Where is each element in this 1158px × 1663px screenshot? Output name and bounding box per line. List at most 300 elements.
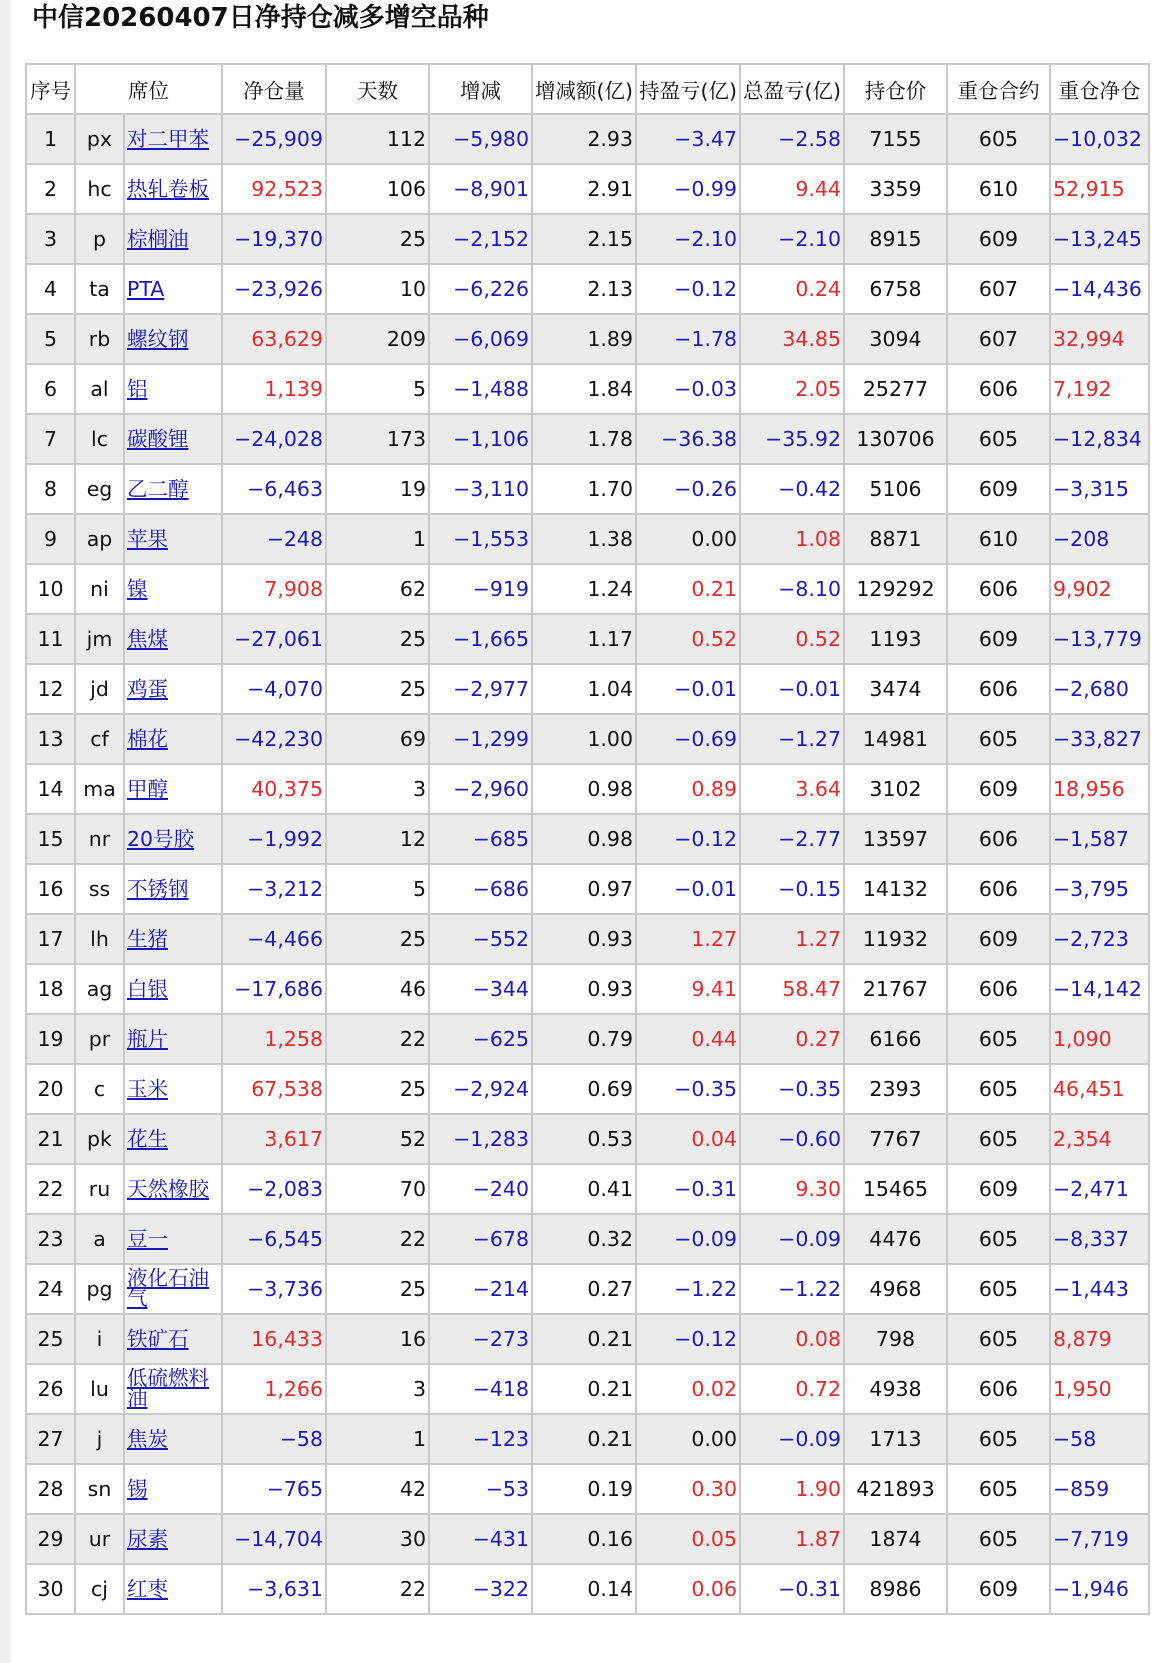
main-net-cell: 1,950 bbox=[1050, 1364, 1149, 1414]
variety-link[interactable]: 焦炭 bbox=[127, 1427, 168, 1451]
table-row bbox=[26, 614, 1149, 664]
main-net-cell: −1,443 bbox=[1050, 1264, 1149, 1314]
hold-pl-cell: −0.03 bbox=[636, 364, 740, 414]
hold-pl-cell: 0.00 bbox=[636, 1414, 740, 1464]
price-cell: 21767 bbox=[844, 964, 947, 1014]
change-cell: −919 bbox=[429, 564, 532, 614]
variety-name-cell bbox=[124, 364, 222, 414]
table-row bbox=[26, 1514, 1149, 1564]
main-net-cell: 1,090 bbox=[1050, 1014, 1149, 1064]
main-net-cell: −14,142 bbox=[1050, 964, 1149, 1014]
net-position-cell: 1,266 bbox=[222, 1364, 326, 1414]
row-number-cell: 19 bbox=[26, 1014, 75, 1064]
row-number-cell: 27 bbox=[26, 1414, 75, 1464]
table-row bbox=[26, 1264, 1149, 1314]
price-cell: 3474 bbox=[844, 664, 947, 714]
row-number-cell: 26 bbox=[26, 1364, 75, 1414]
header-no: 序号 bbox=[26, 64, 75, 114]
row-number-cell: 14 bbox=[26, 764, 75, 814]
total-pl-cell: 9.30 bbox=[740, 1164, 844, 1214]
main-net-cell: −12,834 bbox=[1050, 414, 1149, 464]
row-number-cell: 18 bbox=[26, 964, 75, 1014]
days-cell: 1 bbox=[326, 514, 429, 564]
days-cell: 5 bbox=[326, 864, 429, 914]
change-cell: −273 bbox=[429, 1314, 532, 1364]
price-cell: 7767 bbox=[844, 1114, 947, 1164]
table-row bbox=[26, 764, 1149, 814]
variety-name-cell bbox=[124, 1214, 222, 1264]
change-amount-cell: 1.24 bbox=[532, 564, 636, 614]
main-net-cell: −1,587 bbox=[1050, 814, 1149, 864]
hold-pl-cell: −0.99 bbox=[636, 164, 740, 214]
table-row bbox=[26, 1564, 1149, 1614]
variety-link[interactable]: 乙二醇 bbox=[127, 477, 189, 501]
net-position-cell: −24,028 bbox=[222, 414, 326, 464]
variety-name-cell bbox=[124, 714, 222, 764]
days-cell: 69 bbox=[326, 714, 429, 764]
total-pl-cell: −0.35 bbox=[740, 1064, 844, 1114]
net-position-cell: −27,061 bbox=[222, 614, 326, 664]
change-amount-cell: 0.79 bbox=[532, 1014, 636, 1064]
price-cell: 1193 bbox=[844, 614, 947, 664]
hold-pl-cell: 0.06 bbox=[636, 1564, 740, 1614]
main-net-cell: 18,956 bbox=[1050, 764, 1149, 814]
main-net-cell: −1,946 bbox=[1050, 1564, 1149, 1614]
positions-table bbox=[25, 63, 1150, 1615]
hold-pl-cell: −0.01 bbox=[636, 864, 740, 914]
code-cell: pk bbox=[75, 1114, 124, 1164]
variety-link[interactable]: 玉米 bbox=[127, 1077, 168, 1101]
variety-name-cell bbox=[124, 1264, 222, 1314]
code-cell: ur bbox=[75, 1514, 124, 1564]
code-cell: ag bbox=[75, 964, 124, 1014]
variety-link[interactable]: 豆一 bbox=[127, 1227, 168, 1251]
row-number-cell: 5 bbox=[26, 314, 75, 364]
total-pl-cell: −1.27 bbox=[740, 714, 844, 764]
variety-name-cell bbox=[124, 864, 222, 914]
row-number-cell: 15 bbox=[26, 814, 75, 864]
change-cell: −2,924 bbox=[429, 1064, 532, 1114]
table-row bbox=[26, 414, 1149, 464]
hold-pl-cell: 0.21 bbox=[636, 564, 740, 614]
row-number-cell: 29 bbox=[26, 1514, 75, 1564]
main-contract-cell: 605 bbox=[947, 114, 1050, 164]
row-number-cell: 13 bbox=[26, 714, 75, 764]
variety-name-cell bbox=[124, 764, 222, 814]
code-cell: hc bbox=[75, 164, 124, 214]
table-row bbox=[26, 964, 1149, 1014]
main-net-cell: −14,436 bbox=[1050, 264, 1149, 314]
total-pl-cell: −2.10 bbox=[740, 214, 844, 264]
main-net-cell: −13,245 bbox=[1050, 214, 1149, 264]
net-position-cell: 16,433 bbox=[222, 1314, 326, 1364]
price-cell: 4938 bbox=[844, 1364, 947, 1414]
table-row bbox=[26, 914, 1149, 964]
variety-link[interactable]: 低硫燃料油 bbox=[127, 1366, 209, 1410]
hold-pl-cell: −0.12 bbox=[636, 1314, 740, 1364]
hold-pl-cell: −3.47 bbox=[636, 114, 740, 164]
header-total-pl: 总盈亏(亿) bbox=[740, 64, 844, 114]
main-contract-cell: 605 bbox=[947, 1464, 1050, 1514]
hold-pl-cell: 0.89 bbox=[636, 764, 740, 814]
variety-name-cell bbox=[124, 1314, 222, 1364]
table-row bbox=[26, 1414, 1149, 1464]
net-position-cell: 3,617 bbox=[222, 1114, 326, 1164]
table-row bbox=[26, 164, 1149, 214]
main-contract-cell: 605 bbox=[947, 1264, 1050, 1314]
total-pl-cell: 0.52 bbox=[740, 614, 844, 664]
main-contract-cell: 605 bbox=[947, 1114, 1050, 1164]
main-net-cell: 8,879 bbox=[1050, 1314, 1149, 1364]
change-amount-cell: 2.15 bbox=[532, 214, 636, 264]
price-cell: 6166 bbox=[844, 1014, 947, 1064]
variety-link[interactable]: 鸡蛋 bbox=[127, 677, 168, 701]
price-cell: 8871 bbox=[844, 514, 947, 564]
total-pl-cell: −0.42 bbox=[740, 464, 844, 514]
variety-link[interactable]: 20号胶 bbox=[127, 827, 195, 851]
code-cell: cj bbox=[75, 1564, 124, 1614]
positions-table-wrapper bbox=[25, 63, 1150, 1615]
days-cell: 62 bbox=[326, 564, 429, 614]
row-number-cell: 4 bbox=[26, 264, 75, 314]
hold-pl-cell: 0.44 bbox=[636, 1014, 740, 1064]
total-pl-cell: −0.09 bbox=[740, 1414, 844, 1464]
hold-pl-cell: −2.10 bbox=[636, 214, 740, 264]
hold-pl-cell: −0.01 bbox=[636, 664, 740, 714]
change-cell: −123 bbox=[429, 1414, 532, 1464]
price-cell: 6758 bbox=[844, 264, 947, 314]
net-position-cell: −58 bbox=[222, 1414, 326, 1464]
variety-name-cell bbox=[124, 114, 222, 164]
row-number-cell: 9 bbox=[26, 514, 75, 564]
variety-name-cell bbox=[124, 264, 222, 314]
main-net-cell: −2,471 bbox=[1050, 1164, 1149, 1214]
days-cell: 209 bbox=[326, 314, 429, 364]
price-cell: 8915 bbox=[844, 214, 947, 264]
variety-name-cell bbox=[124, 514, 222, 564]
change-amount-cell: 1.00 bbox=[532, 714, 636, 764]
table-body bbox=[26, 114, 1149, 1614]
change-cell: −678 bbox=[429, 1214, 532, 1264]
total-pl-cell: 0.24 bbox=[740, 264, 844, 314]
price-cell: 13597 bbox=[844, 814, 947, 864]
price-cell: 3102 bbox=[844, 764, 947, 814]
variety-link[interactable]: 棕榈油 bbox=[127, 227, 189, 251]
main-contract-cell: 609 bbox=[947, 464, 1050, 514]
main-net-cell: −3,795 bbox=[1050, 864, 1149, 914]
variety-link[interactable]: 甲醇 bbox=[127, 777, 168, 801]
price-cell: 421893 bbox=[844, 1464, 947, 1514]
table-row bbox=[26, 364, 1149, 414]
main-contract-cell: 606 bbox=[947, 364, 1050, 414]
days-cell: 3 bbox=[326, 1364, 429, 1414]
code-cell: ru bbox=[75, 1164, 124, 1214]
price-cell: 4476 bbox=[844, 1214, 947, 1264]
days-cell: 12 bbox=[326, 814, 429, 864]
total-pl-cell: −35.92 bbox=[740, 414, 844, 464]
variety-link[interactable]: 螺纹钢 bbox=[127, 327, 189, 351]
net-position-cell: −3,212 bbox=[222, 864, 326, 914]
variety-name-cell bbox=[124, 464, 222, 514]
variety-link[interactable]: 焦煤 bbox=[127, 627, 168, 651]
main-contract-cell: 607 bbox=[947, 264, 1050, 314]
change-cell: −322 bbox=[429, 1564, 532, 1614]
total-pl-cell: −8.10 bbox=[740, 564, 844, 614]
main-net-cell: −58 bbox=[1050, 1414, 1149, 1464]
row-number-cell: 11 bbox=[26, 614, 75, 664]
row-number-cell: 12 bbox=[26, 664, 75, 714]
code-cell: rb bbox=[75, 314, 124, 364]
table-row bbox=[26, 1314, 1149, 1364]
total-pl-cell: −0.15 bbox=[740, 864, 844, 914]
variety-name-cell bbox=[124, 614, 222, 664]
price-cell: 7155 bbox=[844, 114, 947, 164]
variety-link[interactable]: 白银 bbox=[127, 977, 168, 1001]
total-pl-cell: −2.77 bbox=[740, 814, 844, 864]
total-pl-cell: 1.90 bbox=[740, 1464, 844, 1514]
hold-pl-cell: 0.30 bbox=[636, 1464, 740, 1514]
change-amount-cell: 1.89 bbox=[532, 314, 636, 364]
main-net-cell: 52,915 bbox=[1050, 164, 1149, 214]
table-row bbox=[26, 1114, 1149, 1164]
row-number-cell: 24 bbox=[26, 1264, 75, 1314]
net-position-cell: −14,704 bbox=[222, 1514, 326, 1564]
hold-pl-cell: 0.02 bbox=[636, 1364, 740, 1414]
days-cell: 52 bbox=[326, 1114, 429, 1164]
code-cell: lc bbox=[75, 414, 124, 464]
change-cell: −1,106 bbox=[429, 414, 532, 464]
main-contract-cell: 605 bbox=[947, 1214, 1050, 1264]
row-number-cell: 6 bbox=[26, 364, 75, 414]
table-row bbox=[26, 1214, 1149, 1264]
variety-link[interactable]: 尿素 bbox=[127, 1527, 168, 1551]
main-contract-cell: 605 bbox=[947, 1514, 1050, 1564]
main-contract-cell: 606 bbox=[947, 1364, 1050, 1414]
variety-link[interactable]: 锡 bbox=[127, 1477, 148, 1501]
change-cell: −6,069 bbox=[429, 314, 532, 364]
table-row bbox=[26, 464, 1149, 514]
days-cell: 46 bbox=[326, 964, 429, 1014]
main-contract-cell: 609 bbox=[947, 214, 1050, 264]
days-cell: 22 bbox=[326, 1214, 429, 1264]
variety-name-cell bbox=[124, 964, 222, 1014]
main-contract-cell: 606 bbox=[947, 864, 1050, 914]
change-amount-cell: 1.38 bbox=[532, 514, 636, 564]
main-net-cell: −8,337 bbox=[1050, 1214, 1149, 1264]
variety-link[interactable]: 碳酸锂 bbox=[127, 427, 189, 451]
variety-link[interactable]: 铁矿石 bbox=[127, 1327, 189, 1351]
main-contract-cell: 605 bbox=[947, 414, 1050, 464]
days-cell: 22 bbox=[326, 1564, 429, 1614]
variety-link[interactable]: 瓶片 bbox=[127, 1027, 168, 1051]
hold-pl-cell: −0.35 bbox=[636, 1064, 740, 1114]
hold-pl-cell: −0.09 bbox=[636, 1214, 740, 1264]
variety-name-cell bbox=[124, 414, 222, 464]
row-number-cell: 30 bbox=[26, 1564, 75, 1614]
net-position-cell: −6,463 bbox=[222, 464, 326, 514]
days-cell: 173 bbox=[326, 414, 429, 464]
main-contract-cell: 609 bbox=[947, 914, 1050, 964]
change-amount-cell: 0.98 bbox=[532, 814, 636, 864]
scrollbar-track[interactable] bbox=[0, 0, 11, 1663]
change-cell: −214 bbox=[429, 1264, 532, 1314]
change-amount-cell: 0.21 bbox=[532, 1414, 636, 1464]
table-row bbox=[26, 1014, 1149, 1064]
code-cell: ap bbox=[75, 514, 124, 564]
price-cell: 3359 bbox=[844, 164, 947, 214]
price-cell: 5106 bbox=[844, 464, 947, 514]
change-amount-cell: 0.98 bbox=[532, 764, 636, 814]
row-number-cell: 25 bbox=[26, 1314, 75, 1364]
variety-name-cell bbox=[124, 914, 222, 964]
main-net-cell: −2,680 bbox=[1050, 664, 1149, 714]
header-main-contract: 重仓合约 bbox=[947, 64, 1050, 114]
net-position-cell: −248 bbox=[222, 514, 326, 564]
days-cell: 22 bbox=[326, 1014, 429, 1064]
total-pl-cell: −0.09 bbox=[740, 1214, 844, 1264]
row-number-cell: 2 bbox=[26, 164, 75, 214]
header-seat: 席位 bbox=[75, 64, 222, 114]
price-cell: 8986 bbox=[844, 1564, 947, 1614]
change-amount-cell: 2.91 bbox=[532, 164, 636, 214]
variety-link[interactable]: PTA bbox=[127, 277, 165, 301]
main-contract-cell: 606 bbox=[947, 564, 1050, 614]
main-net-cell: −33,827 bbox=[1050, 714, 1149, 764]
net-position-cell: −25,909 bbox=[222, 114, 326, 164]
change-cell: −1,283 bbox=[429, 1114, 532, 1164]
code-cell: i bbox=[75, 1314, 124, 1364]
row-number-cell: 1 bbox=[26, 114, 75, 164]
hold-pl-cell: 9.41 bbox=[636, 964, 740, 1014]
price-cell: 14132 bbox=[844, 864, 947, 914]
table-row bbox=[26, 1464, 1149, 1514]
main-contract-cell: 609 bbox=[947, 1164, 1050, 1214]
header-change-amount: 增减额(亿) bbox=[532, 64, 636, 114]
net-position-cell: −4,466 bbox=[222, 914, 326, 964]
variety-name-cell bbox=[124, 1164, 222, 1214]
code-cell: ma bbox=[75, 764, 124, 814]
days-cell: 25 bbox=[326, 214, 429, 264]
net-position-cell: −23,926 bbox=[222, 264, 326, 314]
variety-link[interactable]: 苹果 bbox=[127, 527, 168, 551]
change-amount-cell: 1.04 bbox=[532, 664, 636, 714]
header-net: 净仓量 bbox=[222, 64, 326, 114]
table-row bbox=[26, 814, 1149, 864]
variety-name-cell bbox=[124, 314, 222, 364]
hold-pl-cell: −1.22 bbox=[636, 1264, 740, 1314]
change-cell: −6,226 bbox=[429, 264, 532, 314]
row-number-cell: 22 bbox=[26, 1164, 75, 1214]
variety-link[interactable]: 镍 bbox=[127, 577, 148, 601]
main-contract-cell: 609 bbox=[947, 614, 1050, 664]
net-position-cell: −3,631 bbox=[222, 1564, 326, 1614]
change-cell: −53 bbox=[429, 1464, 532, 1514]
days-cell: 19 bbox=[326, 464, 429, 514]
total-pl-cell: 9.44 bbox=[740, 164, 844, 214]
code-cell: pr bbox=[75, 1014, 124, 1064]
header-change: 增减 bbox=[429, 64, 532, 114]
row-number-cell: 28 bbox=[26, 1464, 75, 1514]
hold-pl-cell: −0.12 bbox=[636, 264, 740, 314]
code-cell: cf bbox=[75, 714, 124, 764]
total-pl-cell: 0.27 bbox=[740, 1014, 844, 1064]
main-net-cell: −859 bbox=[1050, 1464, 1149, 1514]
page-title: 中信20260407日净持仓减多增空品种 bbox=[32, 3, 489, 33]
main-contract-cell: 607 bbox=[947, 314, 1050, 364]
code-cell: j bbox=[75, 1414, 124, 1464]
variety-link[interactable]: 花生 bbox=[127, 1127, 168, 1151]
net-position-cell: −19,370 bbox=[222, 214, 326, 264]
days-cell: 16 bbox=[326, 1314, 429, 1364]
variety-link[interactable]: 热轧卷板 bbox=[127, 177, 209, 201]
row-number-cell: 8 bbox=[26, 464, 75, 514]
variety-link[interactable]: 对二甲苯 bbox=[127, 127, 209, 151]
change-amount-cell: 0.27 bbox=[532, 1264, 636, 1314]
variety-name-cell bbox=[124, 1364, 222, 1414]
main-contract-cell: 606 bbox=[947, 664, 1050, 714]
variety-link[interactable]: 不锈钢 bbox=[127, 877, 189, 901]
main-net-cell: −13,779 bbox=[1050, 614, 1149, 664]
table-row bbox=[26, 1064, 1149, 1114]
change-amount-cell: 0.14 bbox=[532, 1564, 636, 1614]
total-pl-cell: 1.27 bbox=[740, 914, 844, 964]
variety-link[interactable]: 天然橡胶 bbox=[127, 1177, 209, 1201]
code-cell: eg bbox=[75, 464, 124, 514]
days-cell: 30 bbox=[326, 1514, 429, 1564]
row-number-cell: 10 bbox=[26, 564, 75, 614]
net-position-cell: 63,629 bbox=[222, 314, 326, 364]
variety-link[interactable]: 液化石油气 bbox=[127, 1266, 209, 1310]
code-cell: jm bbox=[75, 614, 124, 664]
main-contract-cell: 609 bbox=[947, 764, 1050, 814]
table-row bbox=[26, 264, 1149, 314]
net-position-cell: −1,992 bbox=[222, 814, 326, 864]
code-cell: nr bbox=[75, 814, 124, 864]
main-net-cell: −3,315 bbox=[1050, 464, 1149, 514]
variety-link[interactable]: 生猪 bbox=[127, 927, 168, 951]
total-pl-cell: −0.60 bbox=[740, 1114, 844, 1164]
price-cell: 11932 bbox=[844, 914, 947, 964]
code-cell: al bbox=[75, 364, 124, 414]
change-cell: −431 bbox=[429, 1514, 532, 1564]
code-cell: c bbox=[75, 1064, 124, 1114]
variety-link[interactable]: 棉花 bbox=[127, 727, 168, 751]
change-amount-cell: 1.70 bbox=[532, 464, 636, 514]
total-pl-cell: 3.64 bbox=[740, 764, 844, 814]
hold-pl-cell: 0.52 bbox=[636, 614, 740, 664]
row-number-cell: 7 bbox=[26, 414, 75, 464]
hold-pl-cell: −1.78 bbox=[636, 314, 740, 364]
header-price: 持仓价 bbox=[844, 64, 947, 114]
total-pl-cell: −0.01 bbox=[740, 664, 844, 714]
change-amount-cell: 0.69 bbox=[532, 1064, 636, 1114]
change-cell: −3,110 bbox=[429, 464, 532, 514]
days-cell: 3 bbox=[326, 764, 429, 814]
variety-link[interactable]: 红枣 bbox=[127, 1577, 168, 1601]
hold-pl-cell: 0.04 bbox=[636, 1114, 740, 1164]
variety-name-cell bbox=[124, 1114, 222, 1164]
net-position-cell: 7,908 bbox=[222, 564, 326, 614]
variety-link[interactable]: 铝 bbox=[127, 377, 148, 401]
main-net-cell: 9,902 bbox=[1050, 564, 1149, 614]
main-net-cell: 2,354 bbox=[1050, 1114, 1149, 1164]
hold-pl-cell: 1.27 bbox=[636, 914, 740, 964]
price-cell: 129292 bbox=[844, 564, 947, 614]
main-net-cell: 7,192 bbox=[1050, 364, 1149, 414]
change-cell: −685 bbox=[429, 814, 532, 864]
main-net-cell: −208 bbox=[1050, 514, 1149, 564]
price-cell: 2393 bbox=[844, 1064, 947, 1114]
